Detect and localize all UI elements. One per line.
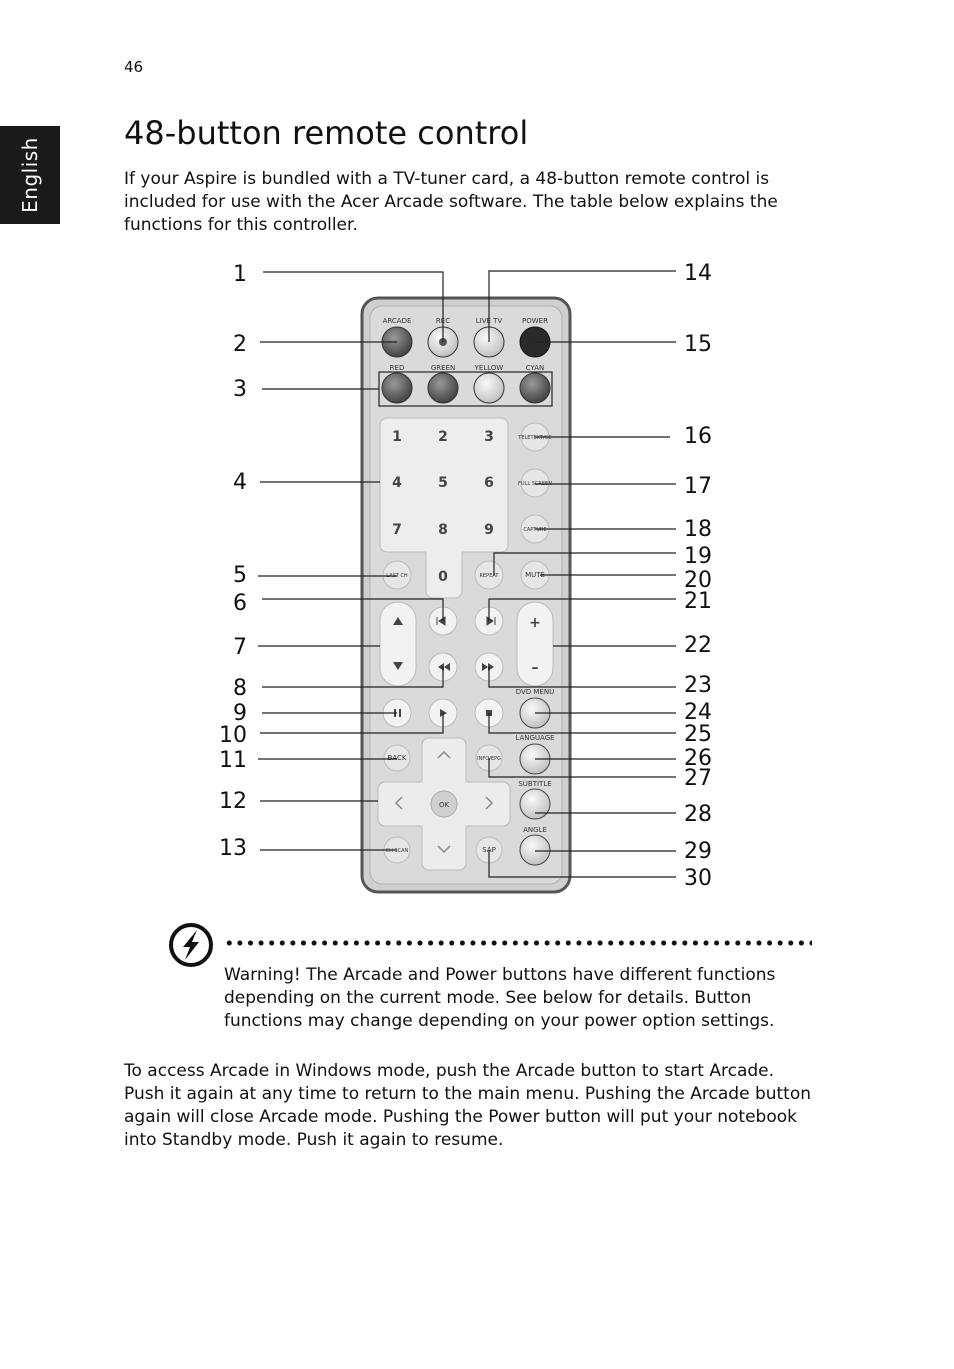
para-text-1: To access Arcade in Windows mode, push the [124, 1061, 516, 1081]
key-0[interactable]: 0 [438, 569, 448, 585]
angle-label: ANGLE [523, 826, 547, 834]
sap-label: SAP [482, 846, 496, 854]
callout-23: 23 [684, 673, 712, 698]
arcade-instructions [124, 1060, 814, 1152]
callout-18: 18 [684, 517, 712, 542]
chscan-label: CH SCAN [385, 848, 409, 854]
cyan-label: CYAN [525, 364, 545, 372]
callout-5: 5 [233, 563, 247, 588]
language-label: LANGUAGE [515, 734, 555, 742]
key-2[interactable]: 2 [438, 429, 448, 445]
callout-28: 28 [684, 802, 712, 827]
mute-label: MUTE [525, 571, 545, 579]
callout-10: 10 [219, 723, 247, 748]
callout-19: 19 [684, 544, 712, 569]
callout-14: 14 [684, 261, 712, 286]
language-tab-label: English [18, 137, 42, 213]
page-number: 46 [124, 58, 144, 76]
callout-25: 25 [684, 722, 712, 747]
red-label: RED [389, 364, 405, 372]
key-6[interactable]: 6 [484, 475, 494, 491]
key-3[interactable]: 3 [484, 429, 494, 445]
para-text-2: button to start Arcade. Push it again at any time to return to the main menu. Pushing the [124, 1061, 775, 1104]
key-7[interactable]: 7 [392, 522, 402, 538]
key-5[interactable]: 5 [438, 475, 448, 491]
key-4[interactable]: 4 [392, 475, 402, 491]
volume-up-label: + [529, 615, 541, 631]
info-label: INFO/EPG [477, 756, 501, 762]
callout-2: 2 [233, 332, 247, 357]
intro-paragraph: If your Aspire is bundled with a TV-tuner card, a 48-button remote control is included for use with the Acer Arcade software. The table below explains the functions for this controller. [124, 169, 778, 235]
channel-rocker[interactable] [380, 602, 416, 686]
callout-7: 7 [233, 635, 247, 660]
repeat-label: REPEAT [479, 573, 499, 579]
yellow-button[interactable] [474, 373, 504, 403]
arcade-label: ARCADE [382, 317, 412, 325]
callout-15: 15 [684, 332, 712, 357]
warning-label: Warning! [224, 965, 301, 985]
green-label: GREEN [430, 364, 456, 372]
key-1[interactable]: 1 [392, 429, 402, 445]
page-title: 48-button remote control [124, 114, 529, 152]
rec-label: REC [435, 317, 451, 325]
para-text-4: button will put your notebook into Standby mode. Push it again to resume. [124, 1107, 797, 1150]
para-key-arcade-2: Arcade [690, 1084, 750, 1104]
power-label: POWER [522, 317, 548, 325]
volume-down-label: – [531, 660, 539, 676]
warning-divider [224, 940, 812, 946]
callout-27: 27 [684, 766, 712, 791]
callout-3: 3 [233, 377, 247, 402]
warning-paragraph [224, 964, 824, 1033]
angle-button[interactable] [520, 835, 550, 865]
callout-4: 4 [233, 470, 247, 495]
para-key-arcade: Arcade [515, 1061, 576, 1081]
callout-1: 1 [233, 262, 247, 287]
lightning-warning-icon [168, 922, 214, 968]
cyan-button[interactable] [520, 373, 550, 403]
callout-24: 24 [684, 700, 712, 725]
green-button[interactable] [428, 373, 458, 403]
callout-29: 29 [684, 839, 712, 864]
callout-20: 20 [684, 568, 712, 593]
key-8[interactable]: 8 [438, 522, 448, 538]
livetv-label: LIVE TV [475, 317, 503, 325]
callout-16: 16 [684, 424, 712, 449]
capture-label: CAPTURE [523, 527, 547, 533]
subtitle-button[interactable] [520, 789, 550, 819]
callout-17: 17 [684, 474, 712, 499]
yellow-label: YELLOW [474, 364, 504, 372]
back-label: BACK [387, 754, 407, 762]
teletext-label: TELETEXT/CC [518, 435, 552, 441]
para-key-power: Power [488, 1107, 540, 1127]
callout-9: 9 [233, 701, 247, 726]
ok-label: OK [438, 801, 450, 809]
dvdmenu-label: DVD MENU [515, 688, 555, 696]
callout-21: 21 [684, 589, 712, 614]
callout-12: 12 [219, 789, 247, 814]
lastch-label: LAST CH [386, 573, 408, 579]
fullscreen-label: FULL SCREEN [518, 481, 552, 487]
callout-26: 26 [684, 746, 712, 771]
subtitle-label: SUBTITLE [518, 780, 552, 788]
red-button[interactable] [382, 373, 412, 403]
key-9[interactable]: 9 [484, 522, 494, 538]
callout-11: 11 [219, 748, 247, 773]
callout-30: 30 [684, 866, 712, 891]
callout-6: 6 [233, 591, 247, 616]
callout-22: 22 [684, 633, 712, 658]
warning-body: The Arcade and Power buttons have different functions depending on the current mode. See below for details. Button functions may change depending on your power option settings. [224, 965, 776, 1031]
para-text-3: button again will close Arcade mode. Pushing the [124, 1084, 812, 1127]
callout-13: 13 [219, 836, 247, 861]
callout-8: 8 [233, 676, 247, 701]
